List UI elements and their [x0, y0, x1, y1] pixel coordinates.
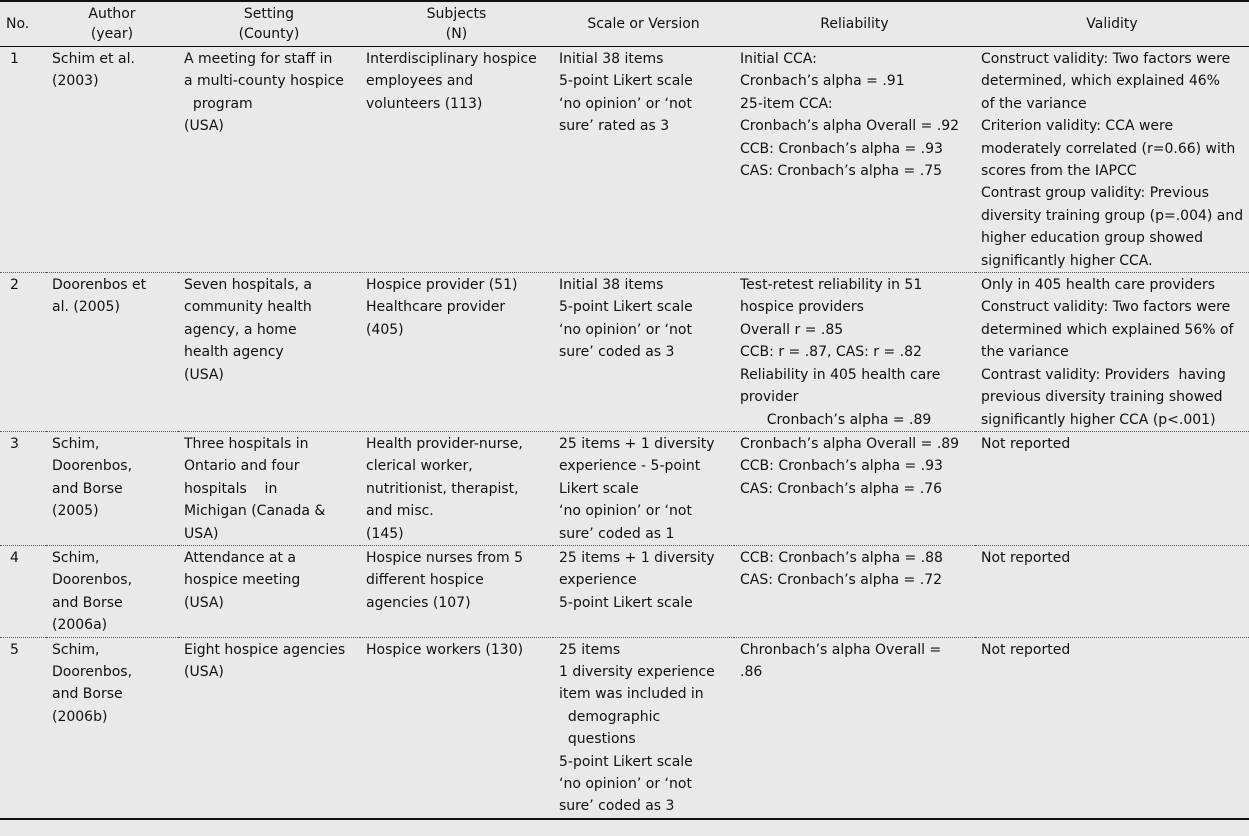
scale-line: experience - 5-point — [559, 458, 701, 475]
scale-line: sure’ coded as 3 — [559, 798, 675, 815]
reliability-line: CCB: Cronbach’s alpha = .88 — [740, 549, 943, 566]
author-line: and Borse — [52, 686, 123, 703]
cell-reliability — [734, 273, 975, 432]
validity-line: determined which explained 56% of — [981, 321, 1234, 338]
cell-subjects — [360, 545, 553, 637]
author-line: and Borse — [52, 480, 123, 497]
validity-line: previous diversity training showed — [981, 389, 1223, 406]
scale-line: 5-point Likert scale — [559, 299, 693, 316]
setting-line: Three hospitals in — [184, 435, 309, 452]
subjects-line: (145) — [366, 525, 404, 542]
scale-line: 5-point Likert scale — [559, 753, 693, 770]
scale-line: sure’ coded as 1 — [559, 525, 675, 542]
reliability-line: Cronbach’s alpha = .91 — [740, 73, 905, 90]
scale-line: 5-point Likert scale — [559, 594, 693, 611]
reliability-line: Initial CCA: — [740, 51, 817, 67]
setting-line: USA) — [184, 525, 219, 542]
setting-line: agency, a home — [184, 321, 297, 338]
table-row — [0, 637, 1249, 819]
reliability-line: Cronbach’s alpha Overall = .92 — [740, 118, 960, 135]
setting-line: hospitals in — [184, 480, 278, 497]
reliability-line: Chronbach’s alpha Overall = — [740, 641, 942, 658]
scale-line: item was included in — [559, 686, 704, 703]
reliability-line: .86 — [740, 663, 763, 680]
author-line: Schim, — [52, 549, 100, 566]
reliability-line: CCB: Cronbach’s alpha = .93 — [740, 140, 943, 157]
subjects-line: Hospice workers (130) — [366, 641, 524, 658]
setting-line: (USA) — [184, 663, 224, 680]
cell-subjects — [360, 273, 553, 432]
validity-line: scores from the IAPCC — [981, 163, 1137, 180]
author-line: Doorenbos et — [52, 277, 147, 294]
table-row — [0, 273, 1249, 432]
validity-line: Not reported — [981, 435, 1071, 452]
reliability-line: Cronbach’s alpha = .89 — [740, 411, 932, 428]
cell-no: 3 — [0, 431, 46, 545]
scale-line: ‘no opinion’ or ‘not — [559, 321, 692, 338]
scale-line: sure’ rated as 3 — [559, 118, 670, 135]
validity-line: the variance — [981, 344, 1069, 361]
validity-line: Not reported — [981, 641, 1071, 658]
author-line: Doorenbos, — [52, 663, 133, 680]
table-row — [0, 47, 1249, 273]
scale-line: 25 items + 1 diversity — [559, 549, 715, 566]
scale-line: Initial 38 items — [559, 51, 664, 67]
cell-validity — [975, 47, 1249, 273]
subjects-line: employees and — [366, 73, 474, 90]
header-line: Author — [88, 6, 136, 22]
validity-line: Construct validity: Two factors were — [981, 51, 1231, 67]
reliability-line: 25-item CCA: — [740, 95, 833, 112]
cell-author — [46, 637, 178, 819]
author-line: Doorenbos, — [52, 458, 133, 475]
table-row — [0, 545, 1249, 637]
reliability-line: Reliability in 405 health care — [740, 366, 941, 383]
header-scale: Scale or Version — [553, 1, 734, 47]
cell-setting — [178, 431, 360, 545]
cell-scale — [553, 47, 734, 273]
setting-line: (USA) — [184, 366, 224, 383]
scale-line: ‘no opinion’ or ‘not — [559, 503, 692, 520]
subjects-line: clerical worker, — [366, 458, 473, 475]
header-line: Setting — [243, 6, 295, 22]
reliability-line: CAS: Cronbach’s alpha = .72 — [740, 572, 943, 589]
cell-setting — [178, 637, 360, 819]
reliability-line: Test-retest reliability in 51 — [740, 277, 923, 294]
cell-setting — [178, 273, 360, 432]
scale-line: 1 diversity experience — [559, 663, 715, 680]
subjects-line: different hospice — [366, 572, 484, 589]
scale-line: questions — [559, 731, 636, 748]
setting-line: program — [184, 95, 253, 112]
setting-line: community health — [184, 299, 312, 316]
header-author — [46, 1, 178, 47]
cell-scale — [553, 431, 734, 545]
header-subjects — [360, 1, 553, 47]
validity-line: Criterion validity: CCA were — [981, 118, 1174, 135]
setting-line: A meeting for staff in — [184, 51, 333, 67]
scale-line: demographic — [559, 708, 661, 725]
setting-line: a multi-county hospice — [184, 73, 344, 90]
author-line: (2003) — [52, 73, 99, 90]
header-row — [0, 1, 1249, 47]
setting-line: Seven hospitals, a — [184, 277, 312, 294]
cell-validity — [975, 637, 1249, 819]
table-body — [0, 47, 1249, 819]
cell-subjects — [360, 47, 553, 273]
cell-setting — [178, 545, 360, 637]
reliability-line: CCB: r = .87, CAS: r = .82 — [740, 344, 922, 361]
setting-line: health agency — [184, 344, 284, 361]
scale-line: Initial 38 items — [559, 277, 664, 294]
cell-no: 4 — [0, 545, 46, 637]
reliability-line: CAS: Cronbach’s alpha = .76 — [740, 480, 943, 497]
validity-line: Construct validity: Two factors were — [981, 299, 1231, 316]
cell-reliability — [734, 47, 975, 273]
validity-line: moderately correlated (r=0.66) with — [981, 140, 1236, 157]
header-setting — [178, 1, 360, 47]
subjects-line: Hospice nurses from 5 — [366, 549, 524, 566]
cell-scale — [553, 637, 734, 819]
scale-line: 5-point Likert scale — [559, 73, 693, 90]
subjects-line: and misc. — [366, 503, 434, 520]
author-line: (2006a) — [52, 617, 108, 634]
cell-validity — [975, 431, 1249, 545]
reliability-line: provider — [740, 389, 799, 406]
cell-subjects — [360, 637, 553, 819]
setting-line: (USA) — [184, 594, 224, 611]
validity-line: significantly higher CCA. — [981, 252, 1153, 269]
author-line: Schim et al. — [52, 51, 135, 67]
author-line: (2006b) — [52, 708, 108, 725]
author-line: Schim, — [52, 435, 100, 452]
reliability-line: CCB: Cronbach’s alpha = .93 — [740, 458, 943, 475]
scale-line: experience — [559, 572, 637, 589]
scale-line: 25 items — [559, 641, 621, 658]
cell-reliability — [734, 431, 975, 545]
header-line: (N) — [445, 26, 468, 42]
cell-setting — [178, 47, 360, 273]
author-line: al. (2005) — [52, 299, 120, 316]
reliability-line: Overall r = .85 — [740, 321, 844, 338]
cell-scale — [553, 273, 734, 432]
validity-line: Contrast group validity: Previous — [981, 185, 1209, 202]
header-reliability: Reliability — [734, 1, 975, 47]
scale-line: ‘no opinion’ or ‘not — [559, 776, 692, 792]
scale-line: 25 items + 1 diversity — [559, 435, 715, 452]
setting-line: hospice meeting — [184, 572, 301, 589]
validity-line: significantly higher CCA (p<.001) — [981, 411, 1216, 428]
cell-reliability — [734, 545, 975, 637]
cell-author — [46, 273, 178, 432]
header-no: No. — [0, 1, 46, 47]
reliability-line: Cronbach’s alpha Overall = .89 — [740, 435, 960, 452]
validity-line: determined, which explained 46% — [981, 73, 1220, 90]
subjects-line: Health provider-nurse, — [366, 435, 523, 452]
validity-line: Only in 405 health care providers — [981, 277, 1216, 294]
subjects-line: Healthcare provider — [366, 299, 506, 316]
cell-validity — [975, 545, 1249, 637]
reliability-line: CAS: Cronbach’s alpha = .75 — [740, 163, 943, 180]
setting-line: (USA) — [184, 118, 224, 135]
table-row — [0, 431, 1249, 545]
reliability-line: hospice providers — [740, 299, 864, 316]
subjects-line: volunteers (113) — [366, 95, 483, 112]
cell-author — [46, 545, 178, 637]
author-line: Schim, — [52, 641, 100, 658]
subjects-line: Interdisciplinary hospice — [366, 51, 537, 67]
cell-author — [46, 431, 178, 545]
validity-line: diversity training group (p=.004) and — [981, 207, 1244, 224]
author-line: Doorenbos, — [52, 572, 133, 589]
validity-line: Contrast validity: Providers having — [981, 366, 1226, 383]
subjects-line: nutritionist, therapist, — [366, 480, 519, 497]
cell-no: 2 — [0, 273, 46, 432]
header-line: Subjects — [426, 6, 487, 22]
validity-line: of the variance — [981, 95, 1087, 112]
scale-line: ‘no opinion’ or ‘not — [559, 95, 692, 112]
subjects-line: agencies (107) — [366, 594, 471, 611]
header-line: (year) — [90, 26, 134, 42]
subjects-line: Hospice provider (51) — [366, 277, 518, 294]
scale-line: sure’ coded as 3 — [559, 344, 675, 361]
validity-line: Not reported — [981, 549, 1071, 566]
author-line: and Borse — [52, 594, 123, 611]
validity-line: higher education group showed — [981, 230, 1204, 247]
scale-line: Likert scale — [559, 480, 639, 497]
header-line: (County) — [238, 26, 300, 42]
cell-validity — [975, 273, 1249, 432]
cell-no: 1 — [0, 47, 46, 273]
cell-reliability — [734, 637, 975, 819]
subjects-line: (405) — [366, 321, 404, 338]
setting-line: Eight hospice agencies — [184, 641, 346, 658]
cell-subjects — [360, 431, 553, 545]
setting-line: Attendance at a — [184, 549, 296, 566]
cell-scale — [553, 545, 734, 637]
cell-no: 5 — [0, 637, 46, 819]
setting-line: Michigan (Canada & — [184, 503, 326, 520]
header-validity: Validity — [975, 1, 1249, 47]
author-line: (2005) — [52, 503, 99, 520]
cell-author — [46, 47, 178, 273]
setting-line: Ontario and four — [184, 458, 300, 475]
